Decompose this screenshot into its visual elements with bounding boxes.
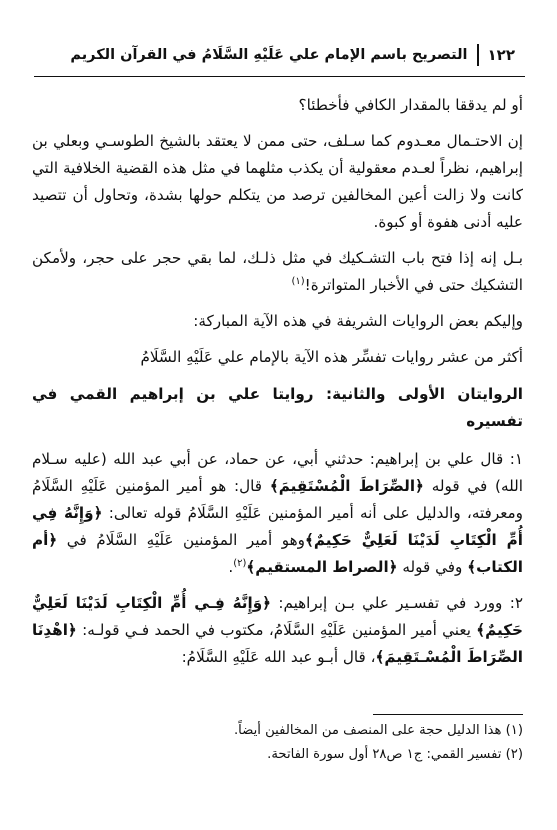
- page-number: ١٢٢: [487, 46, 515, 64]
- paragraph-5: أكثر من عشر روايات تفسِّر هذه الآية بالإمام علي عَلَيْهِ السَّلَامُ: [140, 348, 523, 366]
- paragraph-1: أو لم يدققا بالمقدار الكافي فأخطئا؟: [298, 96, 523, 114]
- footnote-rule: [373, 714, 523, 715]
- narration-1-text-2: قال: هو أمير المؤمنين عَلَيْهِ السَّلَامُ ومعرفته، والدليل على أنه أمير المؤمنين عَلَيْهِ السَّلَامُ قوله تعالى:: [32, 477, 523, 522]
- narration-2: [32, 590, 523, 671]
- paragraph-3-text: بـل إنه إذا فتح باب التشـكيك في مثل ذلـك، لما بقي حجر على حجر، ولأمكن التشكيك حتى في الأخبار المتواترة!: [32, 249, 523, 294]
- footnote-1: (١) هذا الدليل حجة على المنصف من المخالفين أيضاً.: [233, 723, 523, 738]
- footnote-marker-1[interactable]: (١): [291, 275, 305, 287]
- narration-1: ١: قال علي بن إبراهيم: حدثني أبي، عن حماد، عن أبي عبد الله (عليه سـلام الله) في قوله ﴿الصِّرَاطَ الْمُسْتَقِيمَ﴾ قال: هو أمير المؤمنين عَلَيْهِ السَّلَامُ ومعرفته، والدليل على أنه أمير المؤمنين عَلَيْهِ السَّلَامُ قوله تعالى: ﴿وَإِنَّهُ فِي أُمِّ الْكِتَابِ لَدَيْنَا لَعَلِيٌّ حَكِيمٌ﴾وهو أمير المؤمنين عَلَيْهِ السَّلَامُ في ﴿أم الكتاب﴾ وفي قوله ﴿الصراط المستقيم﴾$^{(٢)}$.: [32, 450, 523, 576]
- footnotes: [34, 719, 523, 767]
- quran-quote: ﴿الصِّرَاطَ الْمُسْتَقِيمَ﴾: [269, 477, 424, 495]
- header-separator: [477, 44, 479, 66]
- paragraph-2: إن الاحتـمال معـدوم كما سـلف، حتى ممن لا يعتقد بالشيخ الطوسـي وبعلي بن إبراهيم، نظراً لعـدم معقولية أن يكذب مثلهما في مثل هذه القضية الخلافية التي كانت ولا زالت أعين المخالفين ترصد من يتكلم حولها بشدة، وتحاول أن تتصيد عليه أدنى هفوة أو كبوة.: [32, 132, 523, 231]
- narration-2-text-3: ، قال أبـو عبد الله عَلَيْهِ السَّلَامُ:: [181, 648, 376, 666]
- footnote-marker-2[interactable]: (٢): [233, 557, 247, 569]
- quran-quote: ﴿الصراط المستقيم﴾: [246, 558, 398, 576]
- header-rule: [34, 76, 525, 77]
- quran-quote: ﴿أم الكتاب﴾: [32, 531, 523, 576]
- narration-1-text-3: وهو أمير المؤمنين عَلَيْهِ السَّلَامُ في: [57, 531, 305, 549]
- running-header: [34, 40, 515, 70]
- narration-2-text-1: ٢: وورد في تفسـير علي بـن إبراهيم:: [271, 594, 523, 612]
- running-title: التصريح باسم الإمام علي عَلَيْهِ السَّلَامُ في القرآن الكريم: [70, 47, 468, 63]
- paragraph-4: وإليكم بعض الروايات الشريفة في هذه الآية المباركة:: [193, 312, 523, 330]
- paragraph-3: [32, 245, 523, 299]
- body-text: [32, 92, 523, 680]
- quran-quote: ﴿وَإِنَّهُ فِـي أُمِّ الْكِتَابِ لَدَيْنَا لَعَلِيٌّ حَكِيمٌ﴾: [32, 594, 523, 639]
- quran-quote: ﴿اهْدِنَا الصِّرَاطَ الْمُسْـتَقِيمَ﴾: [32, 621, 523, 666]
- narration-1-text-4: وفي قوله: [397, 558, 468, 576]
- narration-1-text-1: ١: قال علي بن إبراهيم: حدثني أبي، عن حماد، عن أبي عبد الله (عليه سـلام الله) في قوله: [32, 450, 523, 495]
- quran-quote: ﴿وَإِنَّهُ فِي أُمِّ الْكِتَابِ لَدَيْنَا لَعَلِيٌّ حَكِيمٌ﴾: [32, 504, 523, 549]
- section-heading: الروايتان الأولى والثانية: روايتا علي بن إبراهيم القمي في تفسيره: [32, 385, 523, 430]
- narration-2-text-2: يعني أمير المؤمنين عَلَيْهِ السَّلَامُ، مكتوب في الحمد فـي قولـه:: [76, 621, 477, 639]
- footnote-2: (٢) تفسير القمي: ج١ ص٢٨ أول سورة الفاتحة.: [267, 747, 523, 762]
